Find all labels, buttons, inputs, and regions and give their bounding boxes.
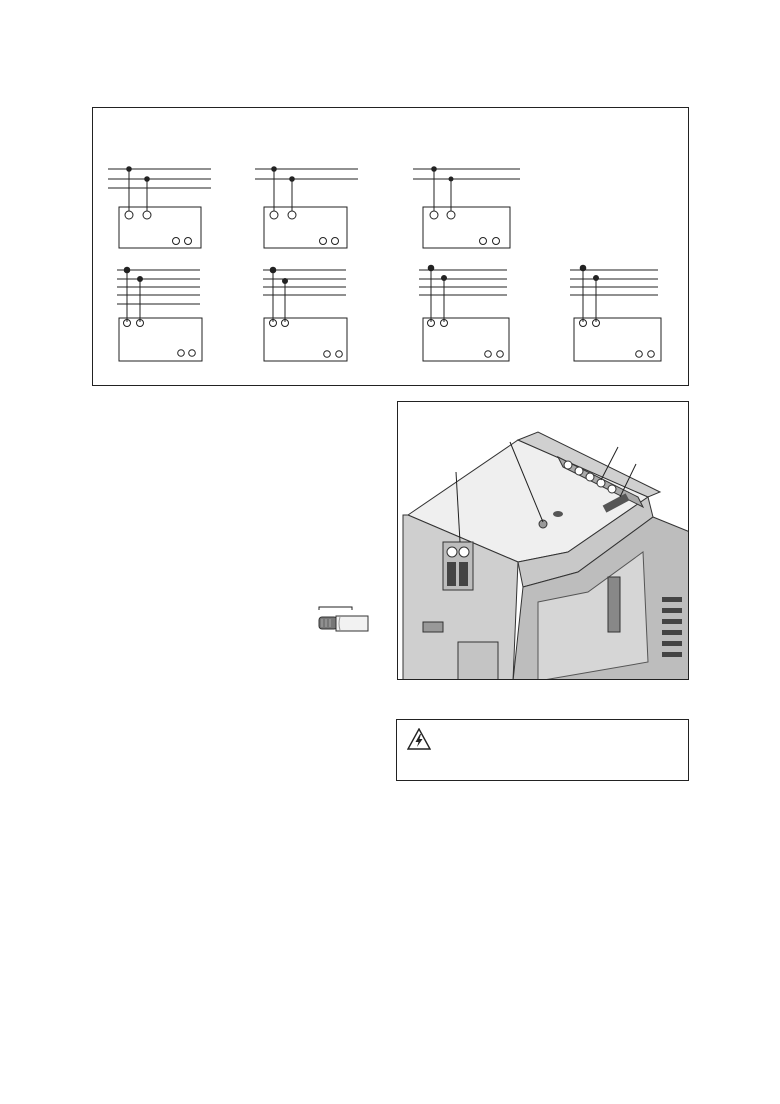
wiring-diagrams-panel <box>92 107 689 386</box>
network-diagram-6 <box>419 265 509 361</box>
wiring-diagrams-svg <box>93 108 690 387</box>
network-diagram-7 <box>570 265 661 361</box>
warning-box <box>396 719 689 781</box>
power-supply-module-illustration <box>398 402 689 680</box>
network-diagram-1 <box>108 167 211 248</box>
electrical-hazard-icon <box>407 728 431 750</box>
network-diagram-3 <box>413 167 520 248</box>
device-illustration-panel <box>397 401 689 680</box>
network-diagram-2 <box>255 167 358 248</box>
network-diagram-4 <box>117 267 202 361</box>
stripped-wire-icon <box>316 605 370 635</box>
network-diagram-5 <box>263 267 347 361</box>
